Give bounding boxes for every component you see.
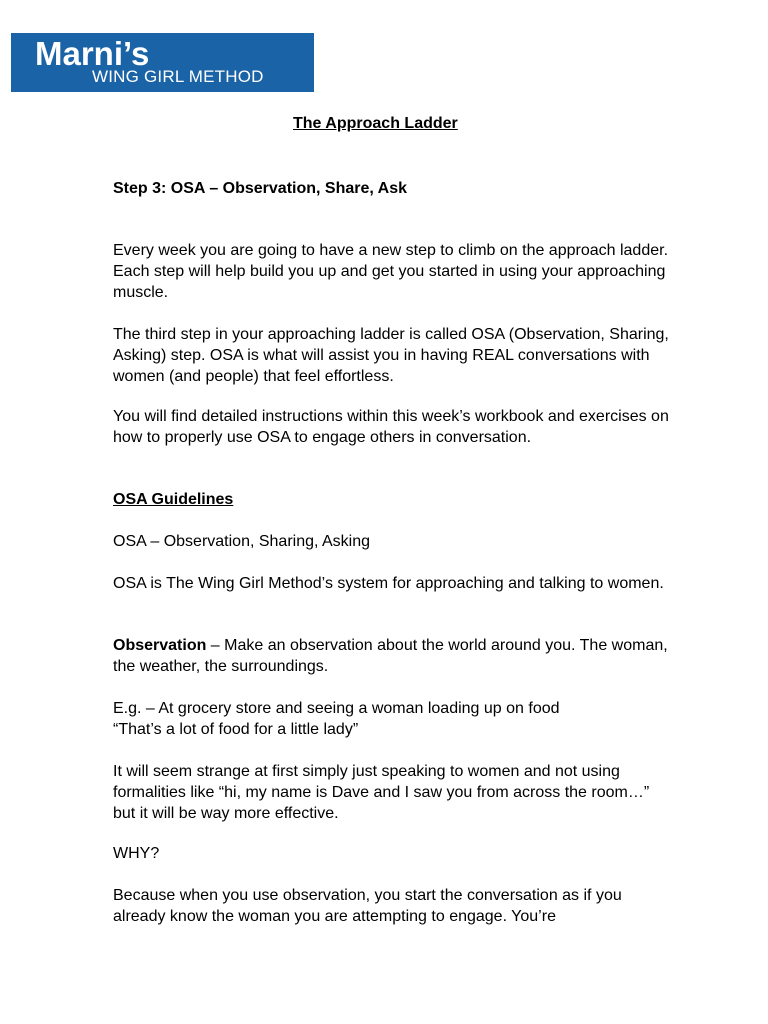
why-heading: WHY? — [113, 845, 160, 862]
observation-label: Observation — [113, 637, 207, 654]
guidelines-heading: OSA Guidelines — [113, 491, 234, 508]
paragraph-osa-system: OSA is The Wing Girl Method’s system for approaching and talking to women. — [113, 575, 664, 592]
example-line-2: “That’s a lot of food for a little lady” — [113, 721, 359, 738]
paragraph-intro: Every week you are going to have a new step to climb on the approach ladder. Each step will help build you up and get you started in using your approaching muscle. — [113, 242, 669, 301]
logo-tagline: WING GIRL METHOD — [92, 67, 264, 86]
paragraph-observation — [113, 635, 673, 677]
paragraph-workbook: You will find detailed instructions within this week’s workbook and exercises on how to properly use OSA to engage others in conversation. — [113, 408, 669, 446]
example-line-1: E.g. – At grocery store and seeing a woman loading up on food — [113, 700, 560, 717]
logo-wordmark: Marni’s — [35, 35, 150, 72]
paragraph-formalities: It will seem strange at first simply just speaking to women and not using formalities like “hi, my name is Dave and I saw you from across the room…” but it will be way more effective. — [113, 763, 650, 822]
paragraph-because: Because when you use observation, you start the conversation as if you already know the woman you are attempting to engage. You’re — [113, 887, 622, 925]
document-title: The Approach Ladder — [293, 115, 458, 132]
paragraph-osa-definition: OSA – Observation, Sharing, Asking — [113, 533, 371, 550]
paragraph-third-step: The third step in your approaching ladder is called OSA (Observation, Sharing, Asking) step. OSA is what will assist you in having REAL conversations with women (and people) that feel effortless. — [113, 326, 669, 385]
brand-logo — [11, 33, 314, 92]
observation-text: – Make an observation about the world around you. The woman, the weather, the surroundings. — [113, 637, 668, 675]
step-heading: Step 3: OSA – Observation, Share, Ask — [113, 180, 408, 197]
